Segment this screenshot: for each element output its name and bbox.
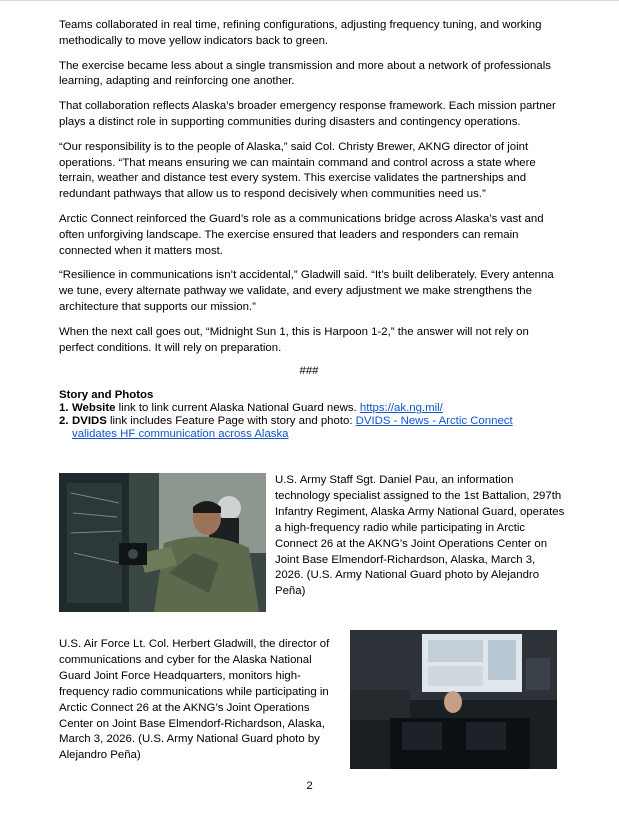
- quote-paragraph: “Our responsibility is to the people of Alaska,” said Col. Christy Brewer, AKNG director of joint operations. “That means ensuring we can maintain command and control across a state where terrain, weather and distance test every system. This exercise validates the partnerships and redundant pathways that allow us to respond decisively when communities need us.”: [59, 140, 536, 201]
- photo-soldier-radio: [59, 473, 266, 612]
- end-separator: ###: [299, 365, 319, 378]
- dvids-link[interactable]: DVIDS - News - Arctic Connect validates HF communication across Alaska: [72, 415, 513, 441]
- list-label: DVIDS: [72, 415, 107, 428]
- paragraph: The exercise became less about a single transmission and more about a network of professionals learning, adapting and reinforcing one another.: [59, 59, 551, 88]
- page-number: 2: [306, 780, 313, 792]
- paragraph: Teams collaborated in real time, refining configurations, adjusting frequency tuning, and working methodically to move yellow indicators back to green.: [59, 19, 542, 47]
- list-text: link to link current Alaska National Guard news.: [115, 402, 360, 415]
- photo-operations-center: [350, 630, 557, 769]
- article-body: [59, 18, 559, 441]
- photo-soldier-radio-image: [59, 473, 266, 612]
- list-label: Website: [72, 402, 116, 415]
- photo-operations-center-image: [350, 630, 557, 769]
- website-link[interactable]: https://ak.ng.mil/: [359, 402, 443, 415]
- photo-caption: U.S. Air Force Lt. Col. Herbert Gladwill, the director of communications and cyber for the Alaska National Guard Joint Force Headquarters, monitors high-frequency radio communications while participating in Arctic Connect 26 at the AKNG’s Joint Operations Center on Joint Base Elmendorf-Richardson, Alaska, March 3, 2026. (U.S. Army National Guard photo by Alejandro Peña): [59, 638, 330, 762]
- list-item: [59, 415, 559, 441]
- page-top-border: [0, 0, 619, 1]
- quote-paragraph: “Resilience in communications isn’t accidental,” Gladwill said. “It’s built deliberately. Every antenna we tune, every alternate pathway we validate, and every adjustment we make strengthens the architecture that supports our mission.”: [59, 269, 554, 313]
- photo-caption: U.S. Army Staff Sgt. Daniel Pau, an information technology specialist assigned to the 1st Battalion, 297th Infantry Regiment, Alaska Army National Guard, operates a high-frequency radio while participating in Arctic Connect 26 at the AKNG’s Joint Operations Center on Joint Base Elmendorf-Richardson, Alaska, March 3, 2026. (U.S. Army National Guard photo by Alejandro Peña): [275, 474, 565, 598]
- list-text: link includes Feature Page with story and photo:: [106, 415, 356, 428]
- story-heading: Story and Photos: [59, 389, 154, 402]
- list-number: 1.: [59, 402, 69, 415]
- list-number: 2.: [59, 415, 69, 428]
- paragraph: When the next call goes out, “Midnight Sun 1, this is Harpoon 1-2,” the answer will not rely on perfect conditions. It will rely on preparation.: [59, 325, 529, 354]
- paragraph: That collaboration reflects Alaska’s broader emergency response framework. Each mission partner plays a distinct role in supporting communities during disasters and contingency operations.: [59, 100, 556, 128]
- paragraph: Arctic Connect reinforced the Guard’s role as a communications bridge across Alaska’s vast and often unforgiving landscape. The exercise ensured that leaders and responders can remain connected when it matters most.: [59, 212, 544, 257]
- list-item: [59, 402, 559, 415]
- story-links-list: [59, 402, 559, 441]
